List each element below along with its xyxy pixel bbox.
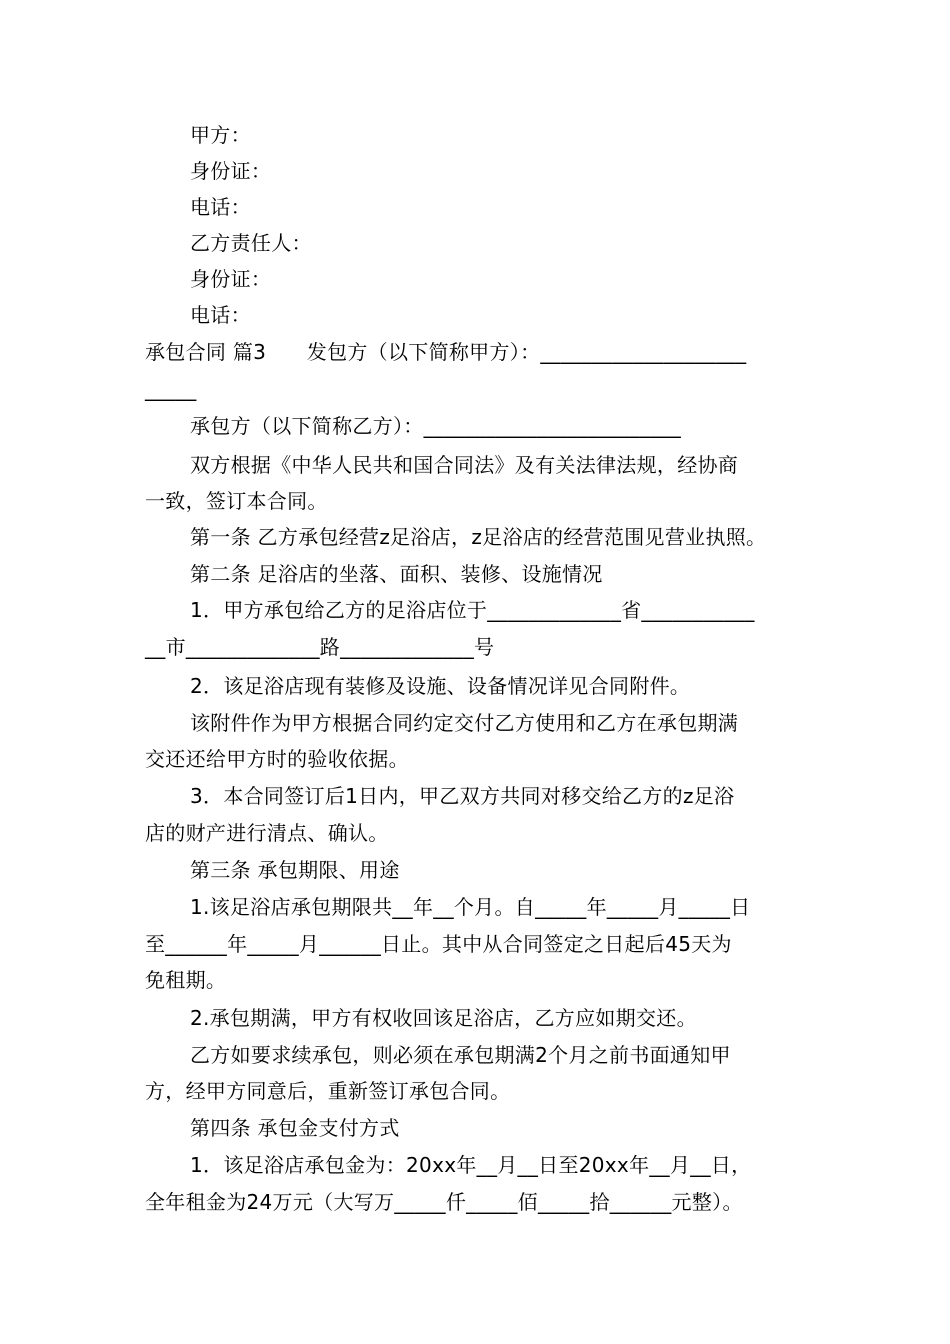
party-b-id-label: 身份证：	[190, 267, 272, 291]
article-1: 第一条 乙方承包经营z足浴店，z足浴店的经营范围见营业执照。	[190, 525, 767, 549]
clause-line: 1．该足浴店承包金为：20xx年__月__日至20xx年__月__日，	[190, 1153, 752, 1177]
party-a-label: 甲方：	[190, 123, 251, 147]
party-a-phone-label: 电话：	[190, 195, 251, 219]
paragraph-line: 方，经甲方同意后，重新签订承包合同。	[145, 1079, 511, 1103]
clause-line: 全年租金为24万元（大写万_____仟_____佰_____拾______元整）。	[145, 1190, 743, 1214]
clause-line: __市_____________路_____________号	[145, 635, 495, 659]
paragraph-line: 双方根据《中华人民共和国合同法》及有关法律法规，经协商	[190, 453, 739, 477]
clause-line: 1．甲方承包给乙方的足浴店位于_____________省___________	[190, 598, 755, 622]
paragraph-line: 一致，签订本合同。	[145, 489, 328, 513]
clause-line: 2.承包期满，甲方有权收回该足浴店，乙方应如期交还。	[190, 1006, 697, 1030]
clause-line: 店的财产进行清点、确认。	[145, 821, 389, 845]
paragraph-line: 交还还给甲方时的验收依据。	[145, 747, 409, 771]
party-b-phone-label: 电话：	[190, 303, 251, 327]
clause-line: 至______年_____月______日止。其中从合同签定之日起后45天为	[145, 932, 732, 956]
text-line: _____	[145, 377, 197, 401]
article-4-heading: 第四条 承包金支付方式	[190, 1116, 400, 1140]
party-a-id-label: 身份证：	[190, 159, 272, 183]
clause-line: 2．该足浴店现有装修及设施、设备情况详见合同附件。	[190, 674, 691, 698]
article-2-heading: 第二条 足浴店的坐落、面积、装修、设施情况	[190, 562, 603, 586]
clause-line: 1.该足浴店承包期限共__年__个月。自_____年_____月_____日	[190, 895, 751, 919]
article-3-heading: 第三条 承包期限、用途	[190, 858, 400, 882]
clause-line: 3．本合同签订后1日内，甲乙双方共同对移交给乙方的z足浴	[190, 784, 735, 808]
party-b-rep-label: 乙方责任人：	[190, 231, 312, 255]
contractor-line: 承包方（以下简称乙方）：_________________________	[190, 414, 682, 438]
paragraph-line: 该附件作为甲方根据合同约定交付乙方使用和乙方在承包期满	[190, 711, 739, 735]
paragraph-line: 乙方如要求续承包，则必须在承包期满2个月之前书面通知甲	[190, 1043, 731, 1067]
contract-heading-line: 承包合同 篇3 发包方（以下简称甲方）：____________________	[145, 340, 747, 364]
clause-line: 免租期。	[145, 968, 227, 992]
